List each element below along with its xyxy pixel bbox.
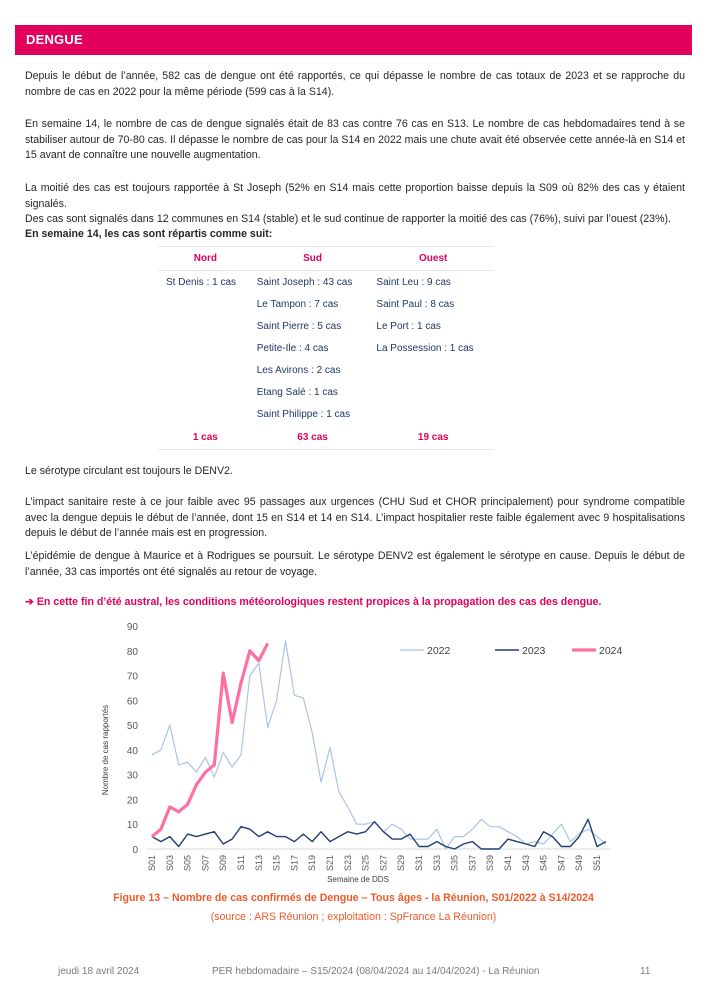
figure-source: (source : ARS Réunion ; exploitation : SpFrance La Réunion): [210, 911, 497, 923]
table-cell: Petite-Ile : 4 cas: [256, 342, 329, 354]
x-tick-label: S27: [378, 855, 389, 872]
table-cell: Le Tampon : 7 cas: [256, 298, 339, 310]
x-tick-label: S03: [164, 855, 175, 872]
table-cell: [158, 315, 253, 337]
table-cell: [158, 359, 253, 381]
series-line-2022: [152, 641, 606, 849]
header-ouest: Ouest: [372, 247, 494, 271]
x-tick-label: S19: [307, 855, 318, 872]
x-tick-label: S29: [396, 855, 407, 872]
x-tick-label: S01: [147, 855, 157, 872]
paragraph-distribution-intro: En semaine 14, les cas sont répartis comme suit:: [25, 228, 273, 240]
table-cell: St Denis : 1 cas: [166, 276, 237, 288]
x-tick-label: S39: [485, 855, 496, 872]
y-tick-label: 0: [132, 845, 138, 856]
table-cell: Etang Salé : 1 cas: [256, 386, 338, 398]
table-row: [158, 359, 494, 381]
x-tick-label: S51: [592, 855, 602, 872]
series-line-2023: [152, 819, 606, 849]
section-banner: [15, 25, 692, 55]
dengue-line-chart: [95, 615, 625, 890]
table-cell: [158, 381, 253, 403]
x-tick-label: S11: [236, 855, 246, 871]
x-tick-label: S33: [431, 855, 442, 872]
x-tick-label: S35: [449, 855, 460, 872]
table-row: [158, 271, 494, 294]
x-tick-label: S15: [271, 855, 282, 872]
x-tick-label: S25: [360, 855, 371, 872]
paragraph-maurice: L’épidémie de dengue à Maurice et à Rodrigues se poursuit. Le sérotype DENV2 est également le sérotype en cause. Depuis le début de l’année, 33 cas importés ont été signalés au retour de voyage.: [25, 550, 685, 578]
table-cell: Les Avirons : 2 cas: [256, 364, 341, 376]
table-cell: [372, 381, 494, 403]
totals-row: [158, 425, 494, 450]
x-tick-label: S09: [218, 855, 229, 872]
table-cell: Saint Joseph : 43 cas: [256, 276, 353, 288]
y-tick-label: 10: [126, 820, 138, 832]
x-tick-label: S23: [342, 855, 353, 872]
y-tick-label: 30: [126, 770, 138, 782]
table-row: [158, 381, 494, 403]
distribution-table: [158, 246, 494, 450]
table-cell: Saint Pierre : 5 cas: [256, 320, 342, 332]
legend-label-2022: 2022: [427, 645, 451, 657]
table-row: [158, 315, 494, 337]
y-tick-label: 70: [126, 671, 138, 683]
table-row: [158, 293, 494, 315]
x-tick-label: S45: [538, 855, 549, 872]
paragraph-st-joseph: La moitié des cas est toujours rapportée à St Joseph (52% en S14 mais cette proportion baisse depuis la S09 où 82% des cas y étaient signalés.: [25, 182, 685, 210]
x-tick-label: S17: [289, 855, 300, 872]
y-tick-label: 50: [126, 721, 138, 733]
x-tick-label: S37: [467, 855, 478, 872]
x-tick-label: S43: [520, 855, 531, 872]
x-axis-title: Semaine de DDS: [327, 875, 389, 884]
y-tick-label: 80: [126, 646, 138, 658]
y-tick-label: 90: [126, 622, 138, 633]
header-sud: Sud: [253, 247, 373, 271]
total-cell: 63 cas: [253, 425, 373, 450]
y-axis-title: Nombre de cas rapportés: [101, 704, 110, 796]
x-tick-label: S21: [325, 855, 335, 872]
section-title: DENGUE: [26, 32, 83, 47]
paragraph-summary: Depuis le début de l’année, 582 cas de dengue ont été rapportés, ce qui dépasse le nombre de cas totaux de 2023 et se rapproche du nombre de cas en 2022 pour la même période (599 cas à la S14).: [25, 70, 685, 98]
callout-text: En cette fin d’été austral, les conditions météorologiques restent propices à la propagation des cas des dengue.: [36, 596, 602, 608]
table-cell: [372, 403, 494, 425]
x-tick-label: S49: [574, 855, 585, 872]
paragraph-impact: L’impact sanitaire reste à ce jour faible avec 95 passages aux urgences (CHU Sud et CHOR principalement) pour syndrome compatible avec la dengue depuis le début de l’année, dont 15 en S14 et 14 en S14. L’impact hospitalier reste faible également avec 9 hospitalisations depuis le début de l’année mais est en progression.: [25, 496, 685, 539]
x-tick-label: S07: [200, 855, 211, 872]
x-tick-label: S31: [414, 855, 424, 872]
y-tick-label: 40: [126, 745, 138, 757]
table-row: [158, 337, 494, 359]
table-cell: [372, 359, 494, 381]
total-cell: 1 cas: [158, 425, 253, 450]
paragraph-serotype: Le sérotype circulant est toujours le DENV2.: [25, 465, 233, 477]
table-cell: Saint Paul : 8 cas: [376, 298, 455, 310]
y-tick-label: 60: [126, 696, 138, 708]
footer-date: jeudi 18 avril 2024: [58, 966, 140, 977]
header-nord: Nord: [158, 247, 253, 271]
paragraph-week14: En semaine 14, le nombre de cas de dengue signalés était de 83 cas contre 76 cas en S13. Le nombre de cas hebdomadaires tend à se stabiliser autour de 70-80 cas. Il dépasse le nombre de cas pour la S14 en 2022 mais une chute avait été observée cette année-là en S14 et 15 avant de connaître une nouvelle augmentation.: [25, 118, 685, 161]
y-tick-label: 20: [126, 795, 138, 807]
callout: [25, 596, 601, 608]
table-cell: [158, 337, 253, 359]
legend-label-2023: 2023: [522, 645, 546, 657]
footer-page-number: 11: [640, 966, 651, 977]
table-cell: Saint Philippe : 1 cas: [256, 408, 351, 420]
paragraph-communes: Des cas sont signalés dans 12 communes en S14 (stable) et le sud continue de rapporter la moitié des cas (76%), suivi par l’ouest (23%).: [25, 213, 671, 225]
footer-report: PER hebdomadaire – S15/2024 (08/04/2024 au 14/04/2024) - La Réunion: [212, 966, 540, 977]
table-row: [158, 403, 494, 425]
table-cell: La Possession : 1 cas: [376, 342, 474, 354]
figure-title: Figure 13 – Nombre de cas confirmés de Dengue – Tous âges - la Réunion, S01/2022 à S14/2024: [113, 892, 594, 904]
legend-label-2024: 2024: [599, 645, 623, 657]
x-tick-label: S05: [182, 855, 193, 872]
table-cell: Saint Leu : 9 cas: [376, 276, 451, 288]
table-cell: [158, 293, 253, 315]
series-line-2024: [152, 643, 268, 836]
table-cell: Le Port : 1 cas: [376, 320, 441, 332]
x-tick-label: S41: [503, 855, 513, 872]
x-tick-label: S47: [556, 855, 567, 872]
table-cell: [158, 403, 253, 425]
arrow-right-icon: ➔: [25, 596, 34, 608]
x-tick-label: S13: [253, 855, 264, 872]
total-cell: 19 cas: [372, 425, 494, 450]
